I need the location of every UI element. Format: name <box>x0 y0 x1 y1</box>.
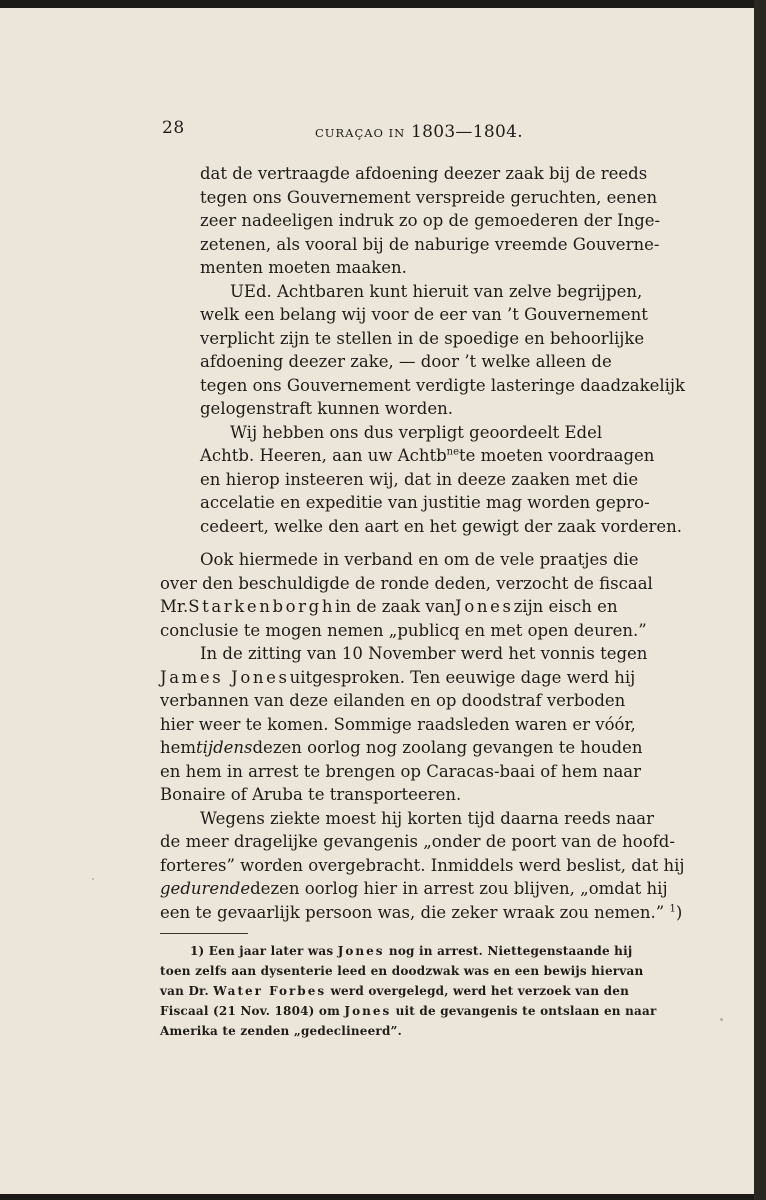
text-line: gedurendedezen oorlog hier in arrest zou blijven, „omdat hij <box>160 879 668 898</box>
text-line: forteres” worden overgebracht. Inmiddels werd beslist, dat hij <box>160 855 685 875</box>
person-name: Water Forbes <box>213 984 327 998</box>
text-line: menten moeten maaken. <box>200 258 407 277</box>
running-title-place: CURAÇAO IN <box>315 126 406 140</box>
text-line: Ook hiermede in verband en om de vele praatjes die <box>200 550 639 569</box>
emphasis: gedurende <box>160 879 251 898</box>
footnote-line: toen zelfs aan dysenterie leed en doodzwak was en een bewijs hiervan <box>160 964 644 978</box>
text-line: afdoening deezer zake, — door ’t welke alleen de <box>200 352 612 371</box>
text-line: Wegens ziekte moest hij korten tijd daarna reeds naar <box>200 808 654 828</box>
footnote <box>160 941 670 1041</box>
text-line: tegen ons Gouvernement verspreide geruchten, eenen <box>200 187 658 207</box>
paragraph-main-2 <box>160 642 672 807</box>
text-line: zetenen, als vooral bij de naburige vreemde Gouverne- <box>200 234 660 254</box>
text-line: Wij hebben ons dus verpligt geoordeelt Edel <box>230 422 603 442</box>
text-line: de meer dragelijke gevangenis „onder de poort van de hoofd- <box>160 832 675 851</box>
footnote-divider <box>160 933 248 934</box>
person-name: Jones <box>455 597 514 616</box>
emphasis: tijdens <box>196 738 253 757</box>
body-text <box>160 162 686 924</box>
paragraph-main-1 <box>160 548 672 642</box>
text-line: zeer nadeeligen indruk zo op de gemoederen der Inge- <box>200 211 661 230</box>
paragraph-letter-continued <box>160 162 672 280</box>
text-line: Mr.Starkenborghin de zaak vanJoneszijn eisch en <box>160 595 672 619</box>
person-name: Jones <box>337 944 385 958</box>
paper-speck <box>92 878 94 880</box>
text-line: accelatie en expeditie van justitie mag worden gepro- <box>200 493 650 512</box>
person-name: Jones <box>344 1004 392 1018</box>
paragraph-letter-3 <box>160 421 683 539</box>
text-line: Bonaire of Aruba te transporteeren. <box>160 785 462 804</box>
text-line: verbannen van deze eilanden en op doodstraf verboden <box>160 691 626 710</box>
text-line: conclusie te mogen nemen „publicq en met open deuren.” <box>160 620 647 640</box>
book-edge <box>754 0 766 1200</box>
paper-speck <box>720 1018 723 1021</box>
person-name: Starkenborgh <box>188 597 336 616</box>
page-number: 28 <box>162 118 185 138</box>
footnote-line: Amerika te zenden „gedeclineerd”. <box>160 1024 403 1038</box>
text-line: In de zitting van 10 November werd het vonnis tegen <box>200 644 648 663</box>
superscript: ne <box>446 446 460 458</box>
text-line: UEd. Achtbaren kunt hieruit van zelve begrijpen, <box>230 281 643 301</box>
footnote-line: van Dr. Water Forbes werd overgelegd, werd het verzoek van den <box>160 984 630 998</box>
footnote-line: Fiscaal (21 Nov. 1804) om Jones uit de gevangenis te ontslaan en naar <box>160 1004 657 1018</box>
text-line: verplicht zijn te stellen in de spoedige en behoorlijke <box>200 328 645 348</box>
text-line: en hem in arrest te brengen op Caracas-baai of hem naar <box>160 761 642 781</box>
text-line: over den beschuldigde de ronde deden, verzocht de fiscaal <box>160 573 653 593</box>
text-line: hemtijdensdezen oorlog nog zoolang gevangen te houden <box>160 738 643 757</box>
paragraph-main-3 <box>160 807 685 925</box>
text-line: en hierop insteeren wij, dat in deeze zaaken met die <box>200 469 639 489</box>
text-line: cedeert, welke den aart en het gewigt der zaak vorderen. <box>200 516 683 536</box>
text-line: hier weer te komen. Sommige raadsleden waren er vóór, <box>160 714 636 734</box>
text-line: James Jonesuitgesproken. Ten eeuwige dage werd hij <box>160 666 672 690</box>
text-line: Achtb. Heeren, aan uw Achtb$^{ne}$te moeten voordraagen <box>200 446 655 465</box>
text-line: tegen ons Gouvernement verdigte lasteringe daadzakelijk <box>200 375 686 395</box>
footnote-ref: 1 <box>669 903 676 914</box>
text-line: welk een belang wij voor de eer van ’t Gouvernement <box>200 305 648 324</box>
paragraph-letter-2 <box>160 280 686 421</box>
footnote-line: 1) Een jaar later was Jones nog in arrest. Niettegenstaande hij <box>190 944 633 958</box>
page-header <box>160 116 670 146</box>
running-title <box>315 122 523 142</box>
text-line: dat de vertraagde afdoening deezer zaak bij de reeds <box>200 164 648 183</box>
text-line: gelogenstraft kunnen worden. <box>200 399 453 418</box>
person-name: James Jones <box>160 667 290 687</box>
book-page <box>0 8 754 1194</box>
text-line: een te gevaarlijk persoon was, die zeker wraak zou nemen.” $^1$) <box>160 902 683 922</box>
running-title-years: 1803—1804. <box>410 122 523 142</box>
